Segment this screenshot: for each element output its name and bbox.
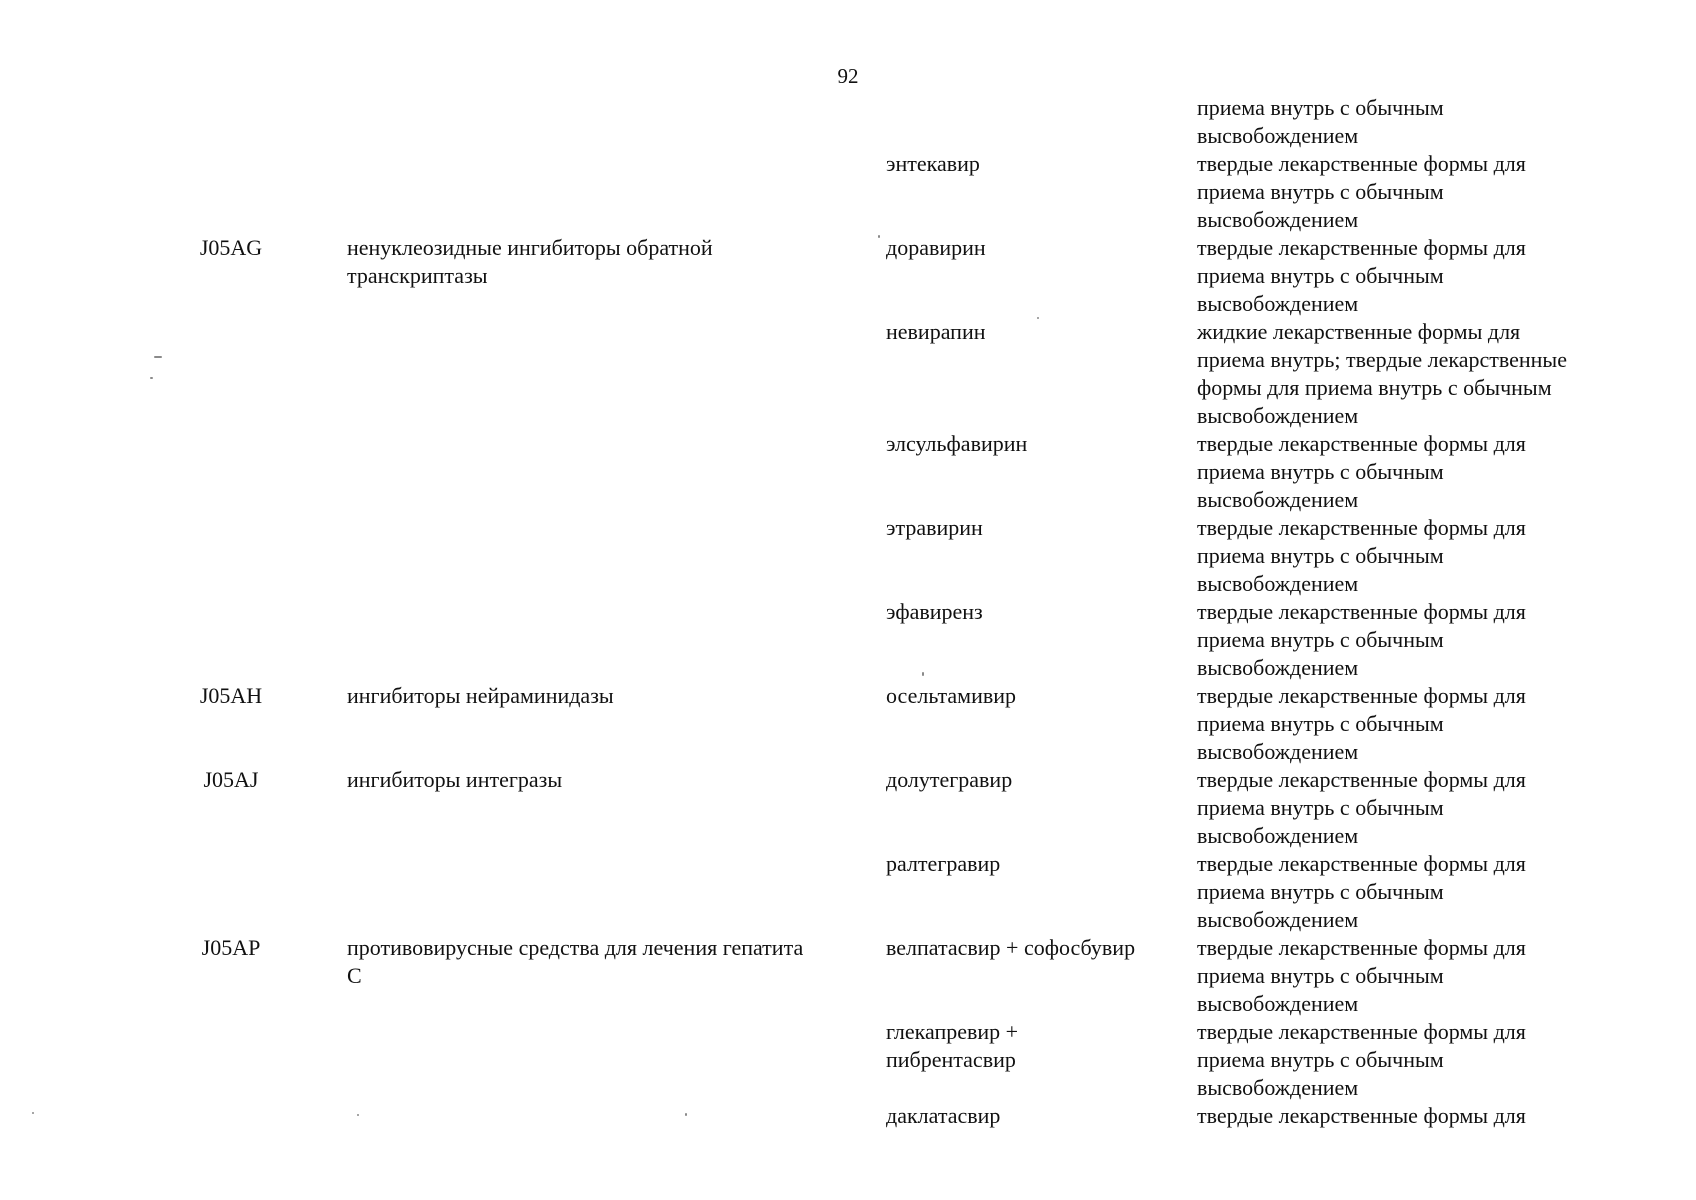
drug-name-cell: ралтегравир [886,851,1001,876]
table-row [0,318,1696,430]
table-row [0,850,1696,934]
scan-speck [32,1112,34,1114]
drug-name-cell: велпатасвир + софосбувир [886,935,1136,960]
table-row [0,234,1696,318]
table-row [0,94,1696,150]
scan-speck [878,235,880,238]
dosage-form-cell: твердые лекарственные формы для приема внутрь с обычным высвобождением [1197,431,1526,512]
drug-name-cell: этравирин [886,515,983,540]
dosage-form-cell: твердые лекарственные формы для приема внутрь с обычным высвобождением [1197,1019,1526,1100]
drug-name-cell: осельтамивир [886,683,1017,708]
table-row [0,766,1696,850]
scan-speck [922,672,924,676]
dosage-form-cell: приема внутрь с обычным высвобождением [1197,95,1444,148]
page-number: 92 [837,64,859,88]
atc-code-cell: J05AP [201,935,261,960]
table-row [0,934,1696,1018]
drug-name-cell: невирапин [886,319,986,344]
dosage-form-cell: твердые лекарственные формы для приема внутрь с обычным высвобождением [1197,599,1526,680]
table-row [0,150,1696,234]
scan-speck [150,377,153,379]
table-row [0,514,1696,598]
group-name-cell: ингибиторы нейраминидазы [347,683,614,708]
table-row [0,598,1696,682]
dosage-form-cell: твердые лекарственные формы для приема внутрь с обычным высвобождением [1197,235,1526,316]
scan-speck [1037,317,1039,319]
dosage-form-cell: твердые лекарственные формы для [1197,1103,1526,1128]
drug-name-cell: элсульфавирин [886,431,1028,456]
drug-name-cell: глекапревир + пибрентасвир [886,1019,1019,1072]
group-name-cell: ненуклеозидные ингибиторы обратной транскриптазы [347,235,713,288]
atc-code-cell: J05AH [199,683,263,708]
dosage-form-cell: твердые лекарственные формы для приема внутрь с обычным высвобождением [1197,935,1526,1016]
dosage-form-cell: твердые лекарственные формы для приема внутрь с обычным высвобождением [1197,851,1526,932]
dosage-form-cell: жидкие лекарственные формы для приема внутрь; твердые лекарственные формы для приема внутрь с обычным высвобождением [1197,319,1567,428]
drug-name-cell: энтекавир [886,151,980,176]
atc-code-cell: J05AG [199,235,263,260]
drug-table [0,94,1696,1132]
group-name-cell: противовирусные средства для лечения гепатита С [347,935,804,988]
table-row [0,682,1696,766]
drug-name-cell: эфавиренз [886,599,983,624]
group-name-cell: ингибиторы интегразы [347,767,563,792]
drug-name-cell: даклатасвир [886,1103,1001,1128]
dosage-form-cell: твердые лекарственные формы для приема внутрь с обычным высвобождением [1197,767,1526,848]
table-row [0,1102,1696,1132]
table-row [0,1018,1696,1102]
scan-speck [685,1113,687,1116]
drug-name-cell: долутегравир [886,767,1013,792]
scan-speck [357,1114,359,1116]
drug-name-cell: доравирин [886,235,986,260]
dosage-form-cell: твердые лекарственные формы для приема внутрь с обычным высвобождением [1197,151,1526,232]
dosage-form-cell: твердые лекарственные формы для приема внутрь с обычным высвобождением [1197,683,1526,764]
table-row [0,430,1696,514]
dosage-form-cell: твердые лекарственные формы для приема внутрь с обычным высвобождением [1197,515,1526,596]
scan-speck [154,356,162,358]
atc-code-cell: J05AJ [203,767,259,792]
